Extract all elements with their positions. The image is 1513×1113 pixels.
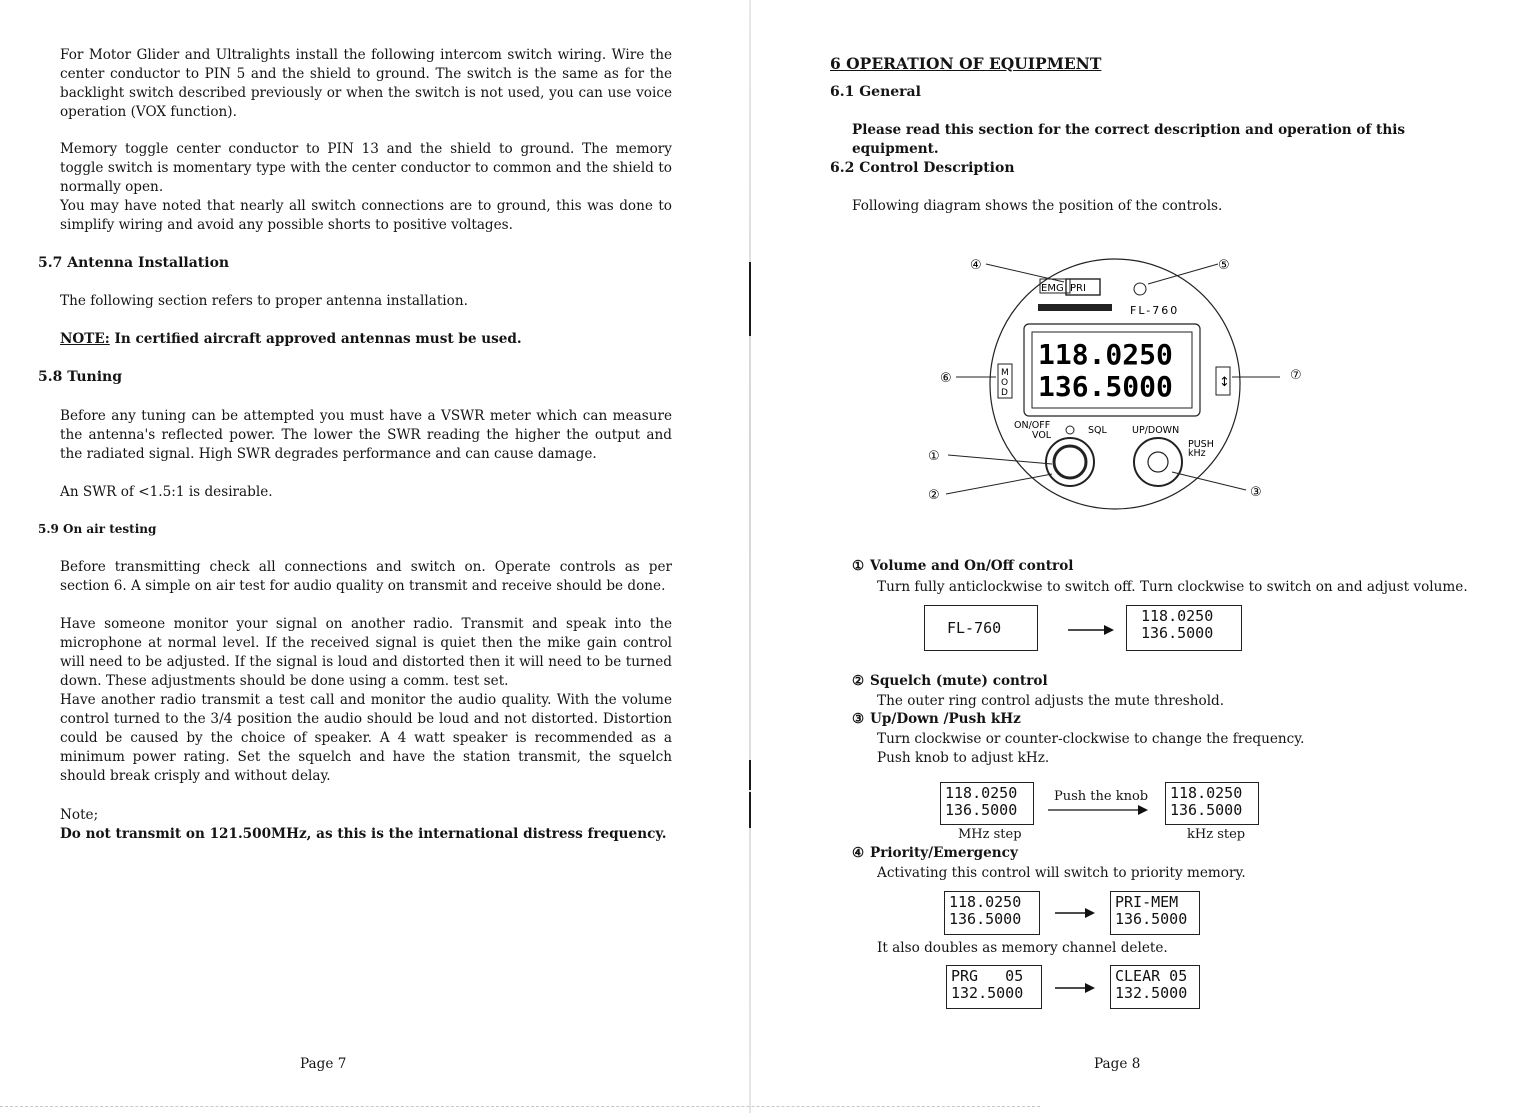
- page-number-right: Page 8: [1094, 1056, 1141, 1072]
- lcd-line: 136.5000: [1115, 910, 1188, 928]
- item-3-title: Up/Down /Push kHz: [870, 711, 1021, 727]
- lcd-fl760: [924, 605, 1038, 651]
- lcd-line: CLEAR 05: [1115, 967, 1188, 985]
- label-onoff: ON/OFF: [1014, 420, 1051, 431]
- item-4-heading: [852, 845, 1018, 861]
- binding-mark: [749, 792, 751, 828]
- updown-knob: [1134, 438, 1182, 486]
- binding-mark: [749, 262, 751, 302]
- paragraph-test-call: Have another radio transmit a test call and monitor the audio quality. With the volume control turned to the 3/4 position the audio should be loud and not distorted. Distortion could be caused by the choice of speaker. A 4 watt speaker is recommended as a minimum power rating. Set the squelch and have the station transmit, the squelch should break crisply and without delay.: [60, 692, 672, 784]
- heading-6: 6 OPERATION OF EQUIPMENT: [830, 54, 1102, 73]
- label-pri: PRI: [1070, 283, 1086, 294]
- label-vol: VOL: [1032, 430, 1052, 441]
- arrow-right-icon: [1068, 624, 1114, 636]
- general-text: Please read this section for the correct description and operation of this equipment.: [852, 122, 1406, 157]
- display-line-2: 136.5000: [1038, 370, 1173, 403]
- lcd-line: 132.5000: [951, 984, 1024, 1002]
- callout-6: ⑥: [940, 371, 952, 386]
- display-line-1: 118.0250: [1038, 338, 1173, 371]
- lcd-line: 136.5000: [1141, 624, 1214, 642]
- paragraph-antenna: The following section refers to proper antenna installation.: [60, 293, 468, 309]
- paragraph-swr: An SWR of <1.5:1 is desirable.: [60, 484, 273, 500]
- lcd-line: 118.0250: [945, 784, 1018, 802]
- caption-khz-step: kHz step: [1187, 827, 1246, 842]
- lcd-line: 132.5000: [1115, 984, 1188, 1002]
- page-fold: [749, 0, 751, 1113]
- diagram-intro: Following diagram shows the position of the controls.: [852, 198, 1223, 214]
- heading-5-8: 5.8 Tuning: [38, 369, 123, 385]
- item-3-text-1: Turn clockwise or counter-clockwise to change the frequency.: [877, 731, 1305, 747]
- item-3-heading: [852, 711, 1021, 727]
- item-4-number: ④: [852, 845, 865, 861]
- lcd-line: 118.0250: [949, 893, 1022, 911]
- callout-3: ③: [1250, 485, 1262, 500]
- paragraph-monitor: Have someone monitor your signal on another radio. Transmit and speak into the microphone at normal level. If the received signal is quiet then the mike gain control will need to be adjusted. If the signal is loud and distorted then it will need to be turned down. These adjustments should be done using a comm. test set.: [60, 616, 672, 689]
- note-label: NOTE:: [60, 331, 110, 347]
- item-4-title: Priority/Emergency: [870, 845, 1018, 861]
- label-push: PUSH: [1188, 439, 1214, 450]
- lcd-line: 118.0250: [1170, 784, 1243, 802]
- paragraph-switch-ground: You may have noted that nearly all switch connections are to ground, this was done to simplify wiring and avoid any possible shorts to positive voltages.: [60, 198, 672, 233]
- lcd-pri-mem: [1110, 891, 1200, 935]
- brand-logo: [1038, 304, 1112, 311]
- paragraph-intercom: For Motor Glider and Ultralights install the following intercom switch wiring. Wire the center conductor to PIN 5 and the shield to ground. The switch is the same as for the backlight switch described previously or when the switch is not used, you can use voice operation (VOX function).: [60, 47, 672, 120]
- item-4-text-2: It also doubles as memory channel delete.: [877, 940, 1168, 956]
- paragraph-tuning: Before any tuning can be attempted you must have a VSWR meter which can measure the antenna's reflected power. The lower the SWR reading the higher the output and the radiated signal. High SWR degrades performance and can cause damage.: [60, 408, 672, 462]
- lcd-frequency: [1126, 605, 1242, 651]
- lcd-current-freq: [944, 891, 1040, 935]
- label-mode: M O D: [1001, 368, 1009, 398]
- flip-icon: ↕: [1219, 375, 1230, 390]
- page-number-left: Page 7: [300, 1056, 347, 1072]
- push-knob-label: Push the knob: [1054, 789, 1149, 804]
- label-updown: UP/DOWN: [1132, 425, 1180, 436]
- note-text: In certified aircraft approved antennas must be used.: [109, 331, 522, 347]
- callout-4: ④: [970, 258, 982, 273]
- lcd-line: 136.5000: [949, 910, 1022, 928]
- lcd-prg: [946, 965, 1042, 1009]
- callout-1-line: [948, 455, 1052, 464]
- binding-mark: [749, 760, 751, 790]
- item-2-title: Squelch (mute) control: [870, 673, 1048, 689]
- lcd-line: 136.5000: [945, 801, 1018, 819]
- control-diagram: [920, 252, 1280, 514]
- arrow-right-icon: [1055, 907, 1095, 919]
- item-2-number: ②: [852, 673, 865, 689]
- lcd-khz-step: [1165, 782, 1259, 825]
- item-4-text: Activating this control will switch to priority memory.: [877, 865, 1246, 881]
- heading-6-2: 6.2 Control Description: [830, 160, 1015, 176]
- bottom-edge-rule: [0, 1106, 1040, 1107]
- callout-7-label: ⑦: [1290, 368, 1302, 383]
- label-sql: SQL: [1088, 425, 1107, 436]
- callout-5: ⑤: [1218, 258, 1230, 273]
- lcd-line: 136.5000: [1170, 801, 1243, 819]
- item-2-text: The outer ring control adjusts the mute threshold.: [877, 693, 1225, 709]
- callout-2: ②: [928, 488, 940, 503]
- lcd-mhz-step: [940, 782, 1034, 825]
- lcd-clear: [1110, 965, 1200, 1009]
- squelch-ring: [1054, 446, 1086, 478]
- heading-5-9: 5.9 On air testing: [38, 522, 157, 536]
- item-1-heading: [852, 558, 1073, 574]
- paragraph-before-transmit: Before transmitting check all connections and switch on. Operate controls as per section 6. A simple on air test for audio quality on transmit and receive should be done.: [60, 559, 672, 594]
- paragraph-memory-toggle: Memory toggle center conductor to PIN 13 and the shield to ground. The memory toggle switch is momentary type with the center conductor to common and the shield to normally open.: [60, 141, 672, 195]
- binding-mark: [749, 300, 751, 336]
- sql-indicator-icon: [1066, 426, 1074, 434]
- item-3-text-2: Push knob to adjust kHz.: [877, 750, 1050, 766]
- caption-mhz-step: MHz step: [958, 827, 1022, 842]
- callout-2-line: [946, 474, 1052, 494]
- backlight-sensor-icon: [1134, 283, 1146, 295]
- item-1-text: Turn fully anticlockwise to switch off. Turn clockwise to switch on and adjust volume.: [877, 579, 1468, 595]
- note-distress-label: Note;: [60, 807, 99, 823]
- heading-5-7: 5.7 Antenna Installation: [38, 255, 230, 271]
- arrow-right-icon: [1048, 804, 1148, 816]
- callout-1: ①: [928, 449, 940, 464]
- lcd-line: PRG 05: [951, 967, 1024, 985]
- callout-4-line: [986, 264, 1064, 282]
- item-1-number: ①: [852, 558, 865, 574]
- label-emg: EMG: [1041, 283, 1064, 294]
- note-distress-text: Do not transmit on 121.500MHz, as this is the international distress frequency.: [60, 826, 667, 842]
- item-3-number: ③: [852, 711, 865, 727]
- item-1-title: Volume and On/Off control: [870, 558, 1074, 574]
- note-certified: [60, 330, 672, 349]
- updown-knob-center: [1148, 452, 1168, 472]
- item-2-heading: [852, 673, 1048, 689]
- lcd-line: 118.0250: [1141, 607, 1214, 625]
- heading-6-1: 6.1 General: [830, 84, 921, 100]
- label-model: FL-760: [1130, 304, 1180, 317]
- lcd-line: PRI-MEM: [1115, 893, 1179, 911]
- arrow-right-icon: [1055, 982, 1095, 994]
- callout-3-line: [1172, 472, 1246, 490]
- lcd-line: FL-760: [947, 619, 1002, 637]
- label-khz: kHz: [1188, 448, 1206, 459]
